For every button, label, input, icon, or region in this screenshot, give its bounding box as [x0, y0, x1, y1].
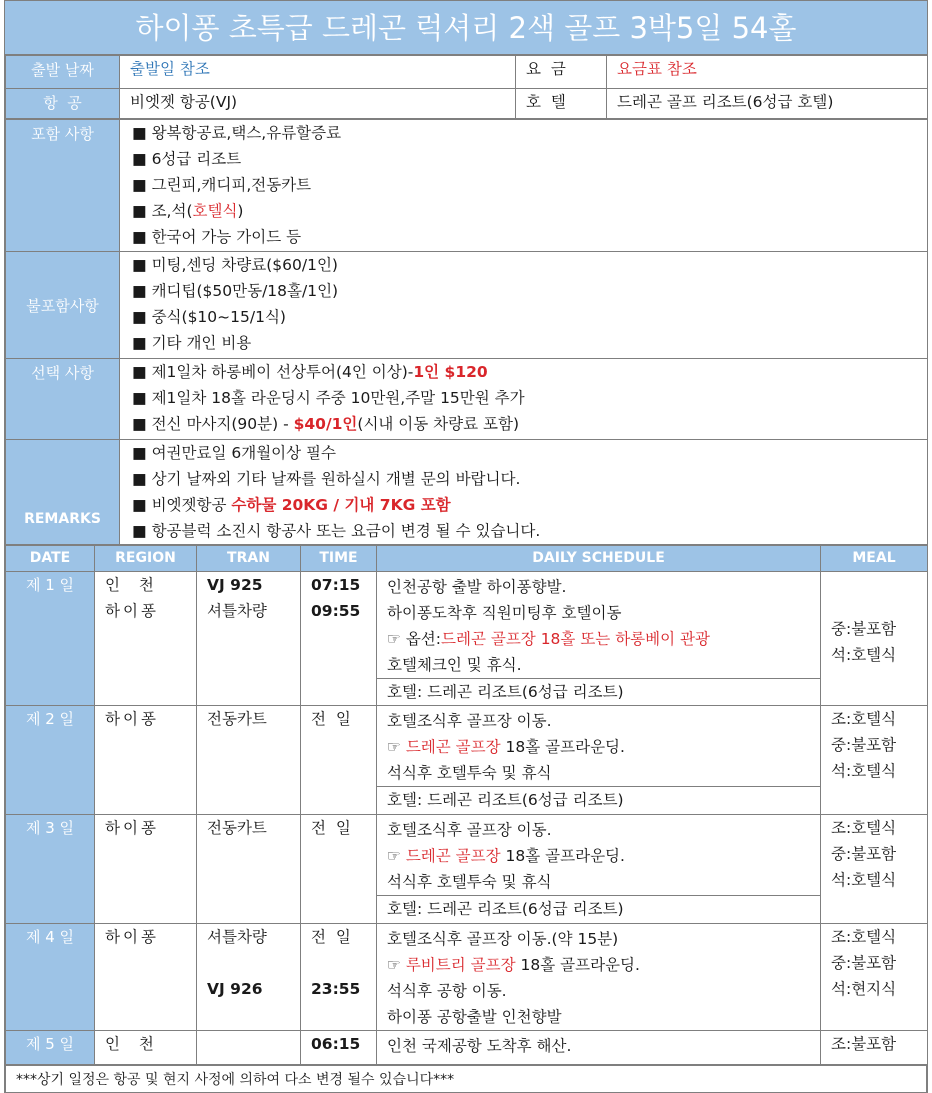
hotel-line: 호텔: 드레곤 리조트(6성급 리조트) — [377, 786, 820, 813]
meal-cell: 중:불포함 석:호텔식 — [821, 572, 928, 706]
meal-cell: 조:호텔식 중:불포함 석:호텔식 — [821, 815, 928, 924]
list-item: ■ 그린피,캐디피,전동카트 — [132, 176, 312, 194]
depart-label: 출발 날짜 — [6, 56, 120, 89]
includes-list — [120, 120, 928, 252]
info-table — [5, 55, 928, 119]
daily-cell: 호텔조식후 골프장 이동.(약 15분) ☞ 루비트리 골프장 18홀 골프라운딩. 석식후 공항 이동. 하이퐁 공항출발 인천향발 — [377, 924, 821, 1031]
daily-cell: 인천공항 출발 하이퐁향발. 하이퐁도착후 직원미팅후 호텔이동 ☞ 옵션:드레곤 골프장 18홀 또는 하롱베이 관광 호텔체크인 및 휴식. 호텔: 드레곤 리조트(6성급 리조트) — [377, 572, 821, 706]
hotel-label: 호 텔 — [516, 89, 607, 119]
options-list — [120, 359, 928, 440]
time-cell: 07:15 09:55 — [301, 572, 377, 706]
price-value: 요금표 참조 — [607, 56, 928, 89]
daily-cell: 호텔조식후 골프장 이동. ☞ 드레곤 골프장 18홀 골프라운딩. 석식후 호텔투숙 및 휴식 호텔: 드레곤 리조트(6성급 리조트) — [377, 815, 821, 924]
daily-cell: 호텔조식후 골프장 이동. ☞ 드레곤 골프장 18홀 골프라운딩. 석식후 호텔투숙 및 휴식 호텔: 드레곤 리조트(6성급 리조트) — [377, 706, 821, 815]
meal-cell: 조:불포함 — [821, 1031, 928, 1065]
excludes-label: 불포함사항 — [6, 252, 120, 359]
header-tran: TRAN — [197, 546, 301, 572]
remarks-list — [120, 440, 928, 545]
table-row — [6, 924, 928, 1031]
header-date: DATE — [6, 546, 95, 572]
day-label: 제 3 일 — [6, 815, 95, 924]
page-title: 하이퐁 초특급 드레곤 럭셔리 2색 골프 3박5일 54홀 — [5, 1, 927, 55]
header-daily: DAILY SCHEDULE — [377, 546, 821, 572]
meal-cell: 조:호텔식 중:불포함 석:현지식 — [821, 924, 928, 1031]
table-row — [6, 815, 928, 924]
list-item: ■ 비엣젯항공 수하물 20KG / 기내 7KG 포함 — [132, 496, 451, 514]
excludes-list — [120, 252, 928, 359]
hotel-value: 드레곤 골프 리조트(6성급 호텔) — [607, 89, 928, 119]
list-item: ■ 제1일차 18홀 라운딩시 주중 10만원,주말 15만원 추가 — [132, 389, 525, 407]
list-item: ■ 여권만료일 6개월이상 필수 — [132, 444, 336, 462]
region-cell: 하이퐁 — [95, 706, 197, 815]
header-meal: MEAL — [821, 546, 928, 572]
list-item: ■ 조,석(호텔식) — [132, 202, 244, 220]
includes-label: 포함 사항 — [6, 120, 120, 252]
price-label: 요 금 — [516, 56, 607, 89]
table-row — [6, 572, 928, 706]
time-cell: 전 일 — [301, 815, 377, 924]
time-cell: 전 일 23:55 — [301, 924, 377, 1031]
tran-cell — [197, 1031, 301, 1065]
list-item: ■ 기타 개인 비용 — [132, 334, 252, 352]
header-time: TIME — [301, 546, 377, 572]
list-item: ■ 전신 마사지(90분) - $40/1인(시내 이동 차량료 포함) — [132, 415, 520, 433]
tran-cell: 전동카트 — [197, 706, 301, 815]
tran-cell: 셔틀차량 VJ 926 — [197, 924, 301, 1031]
day-label: 제 1 일 — [6, 572, 95, 706]
meal-cell: 조:호텔식 중:불포함 석:호텔식 — [821, 706, 928, 815]
tran-cell: 전동카트 — [197, 815, 301, 924]
daily-cell: 인천 국제공항 도착후 해산. — [377, 1031, 821, 1065]
hotel-line: 호텔: 드레곤 리조트(6성급 리조트) — [377, 678, 820, 705]
region-cell: 인 천 — [95, 1031, 197, 1065]
time-cell: 06:15 — [301, 1031, 377, 1065]
region-cell: 하이퐁 — [95, 924, 197, 1031]
footer-note: ***상기 일정은 항공 및 현지 사정에 의하여 다소 변경 될수 있습니다*** — [6, 1066, 927, 1093]
region-cell: 인 천 하이퐁 — [95, 572, 197, 706]
day-label: 제 5 일 — [6, 1031, 95, 1065]
depart-value: 출발일 참조 — [120, 56, 516, 89]
time-cell: 전 일 — [301, 706, 377, 815]
hotel-line: 호텔: 드레곤 리조트(6성급 리조트) — [377, 895, 820, 922]
day-label: 제 4 일 — [6, 924, 95, 1031]
list-item: ■ 왕복항공료,택스,유류할증료 — [132, 124, 342, 142]
list-item: ■ 미팅,센딩 차량료($60/1인) — [132, 256, 338, 274]
airline-value: 비엣젯 항공(VJ) — [120, 89, 516, 119]
header-region: REGION — [95, 546, 197, 572]
options-label: 선택 사항 — [6, 359, 120, 440]
list-item: ■ 한국어 가능 가이드 등 — [132, 228, 302, 246]
schedule-table — [5, 545, 928, 1065]
footer-table — [5, 1065, 927, 1093]
list-item: ■ 제1일차 하롱베이 선상투어(4인 이상)-1인 $120 — [132, 363, 488, 381]
day-label: 제 2 일 — [6, 706, 95, 815]
table-row — [6, 1031, 928, 1065]
list-item: ■ 항공블럭 소진시 항공사 또는 요금이 변경 될 수 있습니다. — [132, 522, 541, 540]
airline-label: 항 공 — [6, 89, 120, 119]
tran-cell: VJ 925 셔틀차량 — [197, 572, 301, 706]
list-item: ■ 중식($10~15/1식) — [132, 308, 286, 326]
itinerary-document — [4, 0, 928, 1093]
table-row — [6, 706, 928, 815]
conditions-table — [5, 119, 928, 545]
list-item: ■ 6성급 리조트 — [132, 150, 242, 168]
list-item: ■ 상기 날짜외 기타 날짜를 원하실시 개별 문의 바랍니다. — [132, 470, 521, 488]
region-cell: 하이퐁 — [95, 815, 197, 924]
list-item: ■ 캐디팁($50만동/18홀/1인) — [132, 282, 339, 300]
remarks-label: REMARKS — [6, 440, 120, 545]
